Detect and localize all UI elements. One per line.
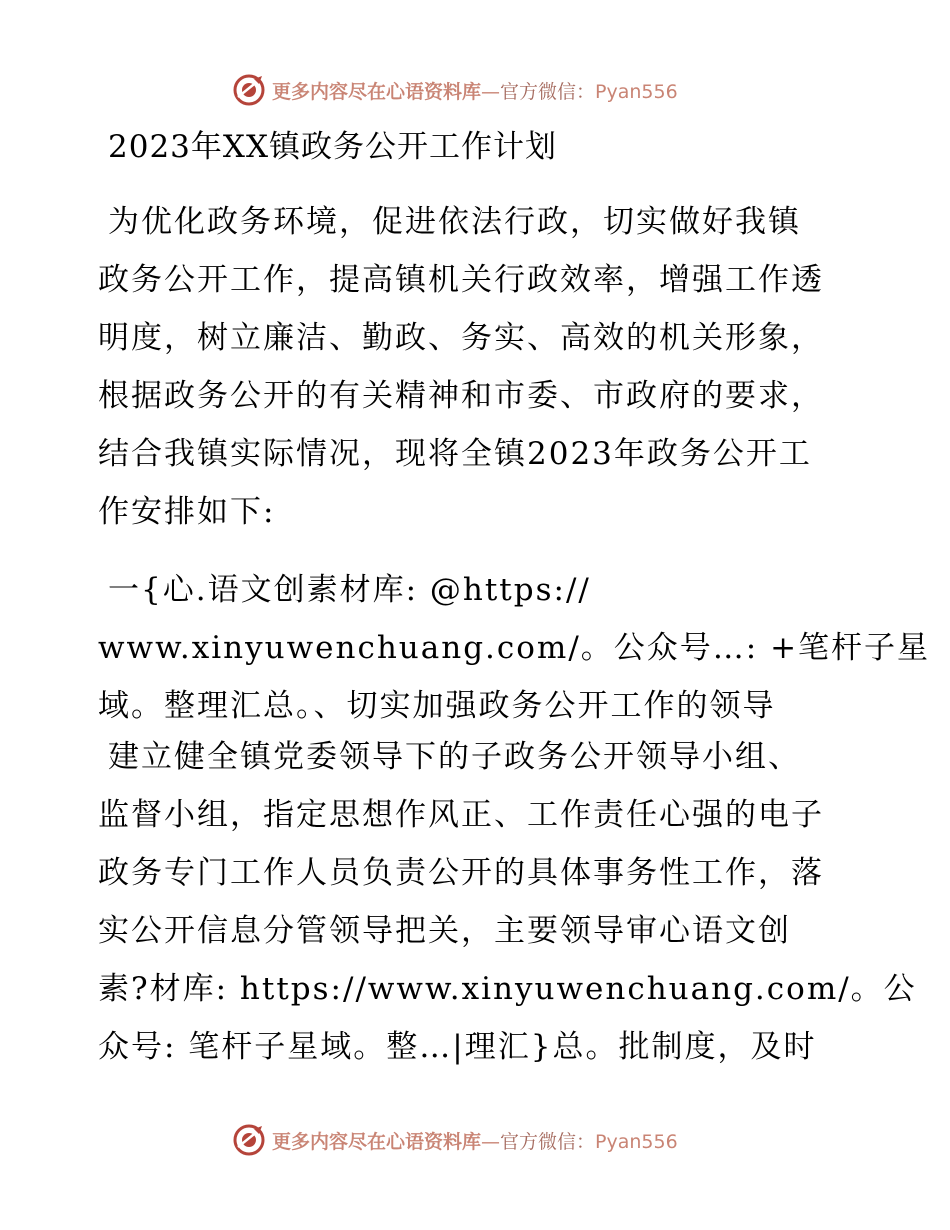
paragraph-intro (98, 193, 868, 541)
text-line: 一{心.语文创素材库: @https:// (108, 572, 591, 608)
text-line: 结合我镇实际情况，现将全镇2023年政务公开工 (98, 436, 812, 472)
paragraph-section-one-heading (98, 561, 931, 735)
text-line: 监督小组，指定思想作风正、工作责任心强的电子 (98, 797, 824, 833)
watermark-main-text: 更多内容尽在心语资料库 (272, 1130, 482, 1153)
watermark-wechat-id: Pyan556 (595, 80, 678, 103)
watermark-dash: — (481, 80, 501, 103)
watermark-text (272, 1127, 678, 1154)
text-line: 实公开信息分管领导把关，主要领导审心语文创 (98, 913, 791, 949)
paragraph-section-one-body (98, 728, 917, 1076)
text-line: 建立健全镇党委领导下的子政务公开领导小组、 (108, 739, 801, 775)
brand-logo-icon (232, 73, 266, 107)
document-title: 2023年XX镇政务公开工作计划 (108, 129, 558, 165)
watermark-main-text: 更多内容尽在心语资料库 (272, 80, 482, 103)
text-line: www.xinyuwenchuang.com/。公众号…: +笔杆子星 (98, 630, 931, 666)
text-line: 为优化政务环境，促进依法行政，切实做好我镇 (108, 204, 801, 240)
text-line: 根据政务公开的有关精神和市委、市政府的要求， (98, 378, 824, 414)
text-line: 众号: 笔杆子星域。整…|理汇}总。批制度，及时 (98, 1029, 817, 1065)
footer-watermark-banner (232, 1120, 712, 1160)
text-line: 政务专门工作人员负责公开的具体事务性工作，落 (98, 855, 824, 891)
watermark-dash: — (481, 1130, 501, 1153)
text-line: 域。整理汇总。、切实加强政务公开工作的领导 (98, 688, 776, 724)
text-line: 政务公开工作，提高镇机关行政效率，增强工作透 (98, 262, 824, 298)
text-line: 作安排如下: (98, 494, 276, 530)
text-line: 素?材库: https://www.xinyuwenchuang.com/。公 (98, 971, 917, 1007)
text-line: 明度，树立廉洁、勤政、务实、高效的机关形象， (98, 320, 824, 356)
watermark-wechat-label: 官方微信： (500, 1130, 596, 1153)
brand-logo-icon (232, 1123, 266, 1157)
header-watermark-banner (232, 70, 712, 110)
watermark-wechat-id: Pyan556 (595, 1130, 678, 1153)
watermark-wechat-label: 官方微信： (500, 80, 596, 103)
watermark-text (272, 77, 678, 104)
